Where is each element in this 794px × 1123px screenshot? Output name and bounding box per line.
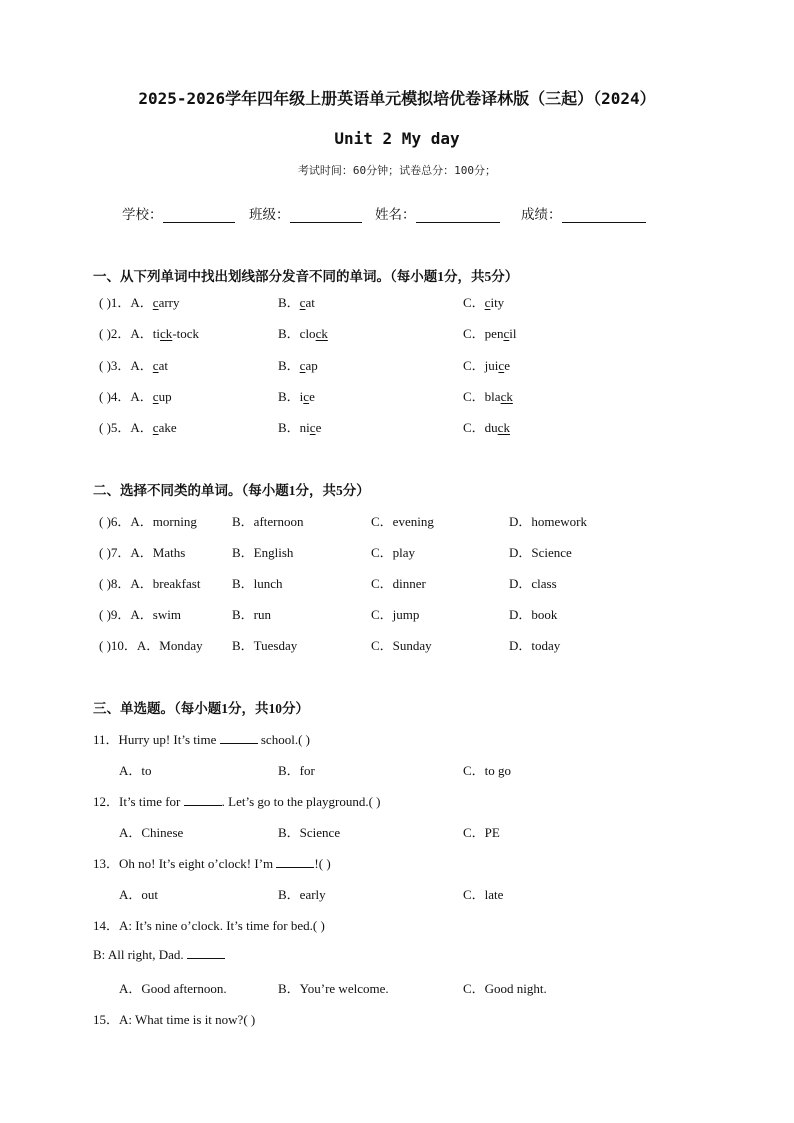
q11-option-c[interactable]: C．to go <box>463 763 512 778</box>
question-number: ( )2．A． <box>99 326 153 341</box>
word-part: C．jui <box>463 358 499 373</box>
name-blank[interactable] <box>416 208 500 223</box>
question-13 <box>93 853 331 872</box>
q9-option-b[interactable]: B．run <box>232 607 272 622</box>
question-15: 15．A: What time is it now?( ) <box>93 1012 256 1027</box>
q7-option-c[interactable]: C．play <box>371 545 416 560</box>
section1-heading: 一、从下列单词中找出划线部分发音不同的单词。（每小题1分，共5分） <box>93 269 519 284</box>
q10-option-c[interactable]: C．Sunday <box>371 638 432 653</box>
q10-option-a[interactable]: ( )10．A．Monday <box>99 638 203 653</box>
class-label: 班级： <box>249 207 290 222</box>
q11-option-b[interactable]: B．for <box>278 763 315 778</box>
word-part: arry <box>158 295 180 310</box>
q6-option-b[interactable]: B．afternoon <box>232 514 304 529</box>
question-number: ( )5．A． <box>99 420 153 435</box>
score-field <box>521 203 646 223</box>
section3-heading: 三、单选题。（每小题1分，共10分） <box>93 701 309 716</box>
exam-info: 考试时间：60分钟；试卷总分：100分； <box>297 164 497 177</box>
exam-title: 2025-2026学年四年级上册英语单元模拟培优卷译林版（三起）（2024） <box>138 89 656 108</box>
q14-line2 <box>93 946 225 963</box>
q11-text-pre: 11．Hurry up! It’s time <box>93 732 220 747</box>
word-part: e <box>309 389 315 404</box>
q8-option-c[interactable]: C．dinner <box>371 576 426 591</box>
option-b[interactable] <box>278 292 315 311</box>
option-a[interactable] <box>99 323 199 342</box>
q11-option-a[interactable]: A．to <box>119 763 152 778</box>
option-c[interactable] <box>463 292 504 311</box>
option-b[interactable] <box>278 417 321 436</box>
q14-line2-text: B: All right, Dad. <box>93 947 187 962</box>
q9-option-d[interactable]: D．book <box>509 607 558 622</box>
q14-option-a[interactable]: A．Good afternoon. <box>119 981 227 996</box>
q8-option-b[interactable]: B．lunch <box>232 576 283 591</box>
q11-text-post: school.( ) <box>257 732 310 747</box>
school-blank[interactable] <box>163 208 235 223</box>
word-part: B．clo <box>278 326 316 341</box>
underlined-letters: c <box>152 295 159 310</box>
q11-blank[interactable] <box>220 731 258 744</box>
q6-option-a[interactable]: ( )6．A．morning <box>99 514 197 529</box>
underlined-letters: c <box>299 358 306 373</box>
q13-text-pre: 13．Oh no! It’s eight o’clock! I’m <box>93 856 277 871</box>
q14-blank[interactable] <box>187 946 225 959</box>
q13-option-c[interactable]: C．late <box>463 887 504 902</box>
option-a[interactable] <box>99 386 172 405</box>
q6-option-c[interactable]: C．evening <box>371 514 434 529</box>
q12-option-a[interactable]: A．Chinese <box>119 825 184 840</box>
word-part: up <box>158 389 172 404</box>
q9-option-a[interactable]: ( )9．A．swim <box>99 607 181 622</box>
q13-text-post: !( ) <box>314 856 331 871</box>
question-number: ( )4．A． <box>99 389 153 404</box>
q14-option-b[interactable]: B．You’re welcome. <box>278 981 389 996</box>
q7-option-b[interactable]: B．English <box>232 545 294 560</box>
name-label: 姓名： <box>375 207 416 222</box>
question-number: ( )3．A． <box>99 358 153 373</box>
option-a[interactable] <box>99 355 168 374</box>
q7-option-a[interactable]: ( )7．A．Maths <box>99 545 186 560</box>
school-field <box>122 203 235 223</box>
q12-option-b[interactable]: B．Science <box>278 825 341 840</box>
word-part: B． <box>278 295 300 310</box>
word-part: e <box>315 420 322 435</box>
option-a[interactable] <box>99 417 177 436</box>
word-part: ti <box>152 326 161 341</box>
q7-option-d[interactable]: D．Science <box>509 545 572 560</box>
q8-option-d[interactable]: D．class <box>509 576 557 591</box>
q13-blank[interactable] <box>276 855 314 868</box>
underlined-letters: c <box>152 420 159 435</box>
word-part: C．bla <box>463 389 501 404</box>
word-part: C．pen <box>463 326 504 341</box>
q13-option-a[interactable]: A．out <box>119 887 159 902</box>
q13-option-b[interactable]: B．early <box>278 887 326 902</box>
class-field <box>249 203 362 223</box>
word-part: ap <box>305 358 318 373</box>
underlined-letters: ck <box>315 326 328 341</box>
q12-text-post: . Let’s go to the playground.( ) <box>221 794 381 809</box>
option-b[interactable] <box>278 323 328 342</box>
school-label: 学校： <box>122 207 163 222</box>
q14-option-c[interactable]: C．Good night. <box>463 981 547 996</box>
word-part: ake <box>158 420 177 435</box>
q10-option-b[interactable]: B．Tuesday <box>232 638 298 653</box>
option-c[interactable] <box>463 355 510 374</box>
word-part: B． <box>278 358 300 373</box>
underlined-letters: c <box>299 295 306 310</box>
question-11 <box>93 729 310 748</box>
question-14: 14．A: It’s nine o’clock. It’s time for bed.( ) <box>93 918 325 933</box>
underlined-letters: c <box>152 358 159 373</box>
q12-blank[interactable] <box>184 793 222 806</box>
q10-option-d[interactable]: D．today <box>509 638 561 653</box>
underlined-letters: c <box>152 389 159 404</box>
word-part: C． <box>463 295 485 310</box>
q8-option-a[interactable]: ( )8．A．breakfast <box>99 576 201 591</box>
word-part: il <box>509 326 517 341</box>
section2-heading: 二、选择不同类的单词。（每小题1分，共5分） <box>93 483 370 498</box>
word-part: e <box>504 358 510 373</box>
word-part: B．i <box>278 389 304 404</box>
underlined-letters: c <box>309 420 316 435</box>
question-number: ( )1．A． <box>99 295 153 310</box>
class-blank[interactable] <box>290 208 362 223</box>
word-part: B．ni <box>278 420 310 435</box>
word-part: -tock <box>172 326 200 341</box>
word-part: C．du <box>463 420 498 435</box>
option-c[interactable] <box>463 417 510 436</box>
q12-text-pre: 12．It’s time for <box>93 794 184 809</box>
underlined-letters: c <box>503 326 510 341</box>
score-blank[interactable] <box>562 208 646 223</box>
underlined-letters: ck <box>500 389 513 404</box>
question-12 <box>93 791 381 810</box>
underlined-letters: c <box>498 358 505 373</box>
word-part: at <box>305 295 315 310</box>
word-part: ity <box>490 295 505 310</box>
q9-option-c[interactable]: C．jump <box>371 607 420 622</box>
name-field <box>375 203 500 223</box>
option-b[interactable] <box>278 355 318 374</box>
unit-subtitle: Unit 2 My day <box>334 129 460 148</box>
q6-option-d[interactable]: D．homework <box>509 514 587 529</box>
score-label: 成绩： <box>521 207 562 222</box>
option-c[interactable] <box>463 323 516 342</box>
underlined-letters: c <box>303 389 310 404</box>
underlined-letters: ck <box>160 326 173 341</box>
q12-option-c[interactable]: C．PE <box>463 825 500 840</box>
underlined-letters: ck <box>497 420 510 435</box>
underlined-letters: c <box>484 295 491 310</box>
option-a[interactable] <box>99 292 180 311</box>
option-b[interactable] <box>278 386 315 405</box>
word-part: at <box>158 358 168 373</box>
option-c[interactable] <box>463 386 513 405</box>
